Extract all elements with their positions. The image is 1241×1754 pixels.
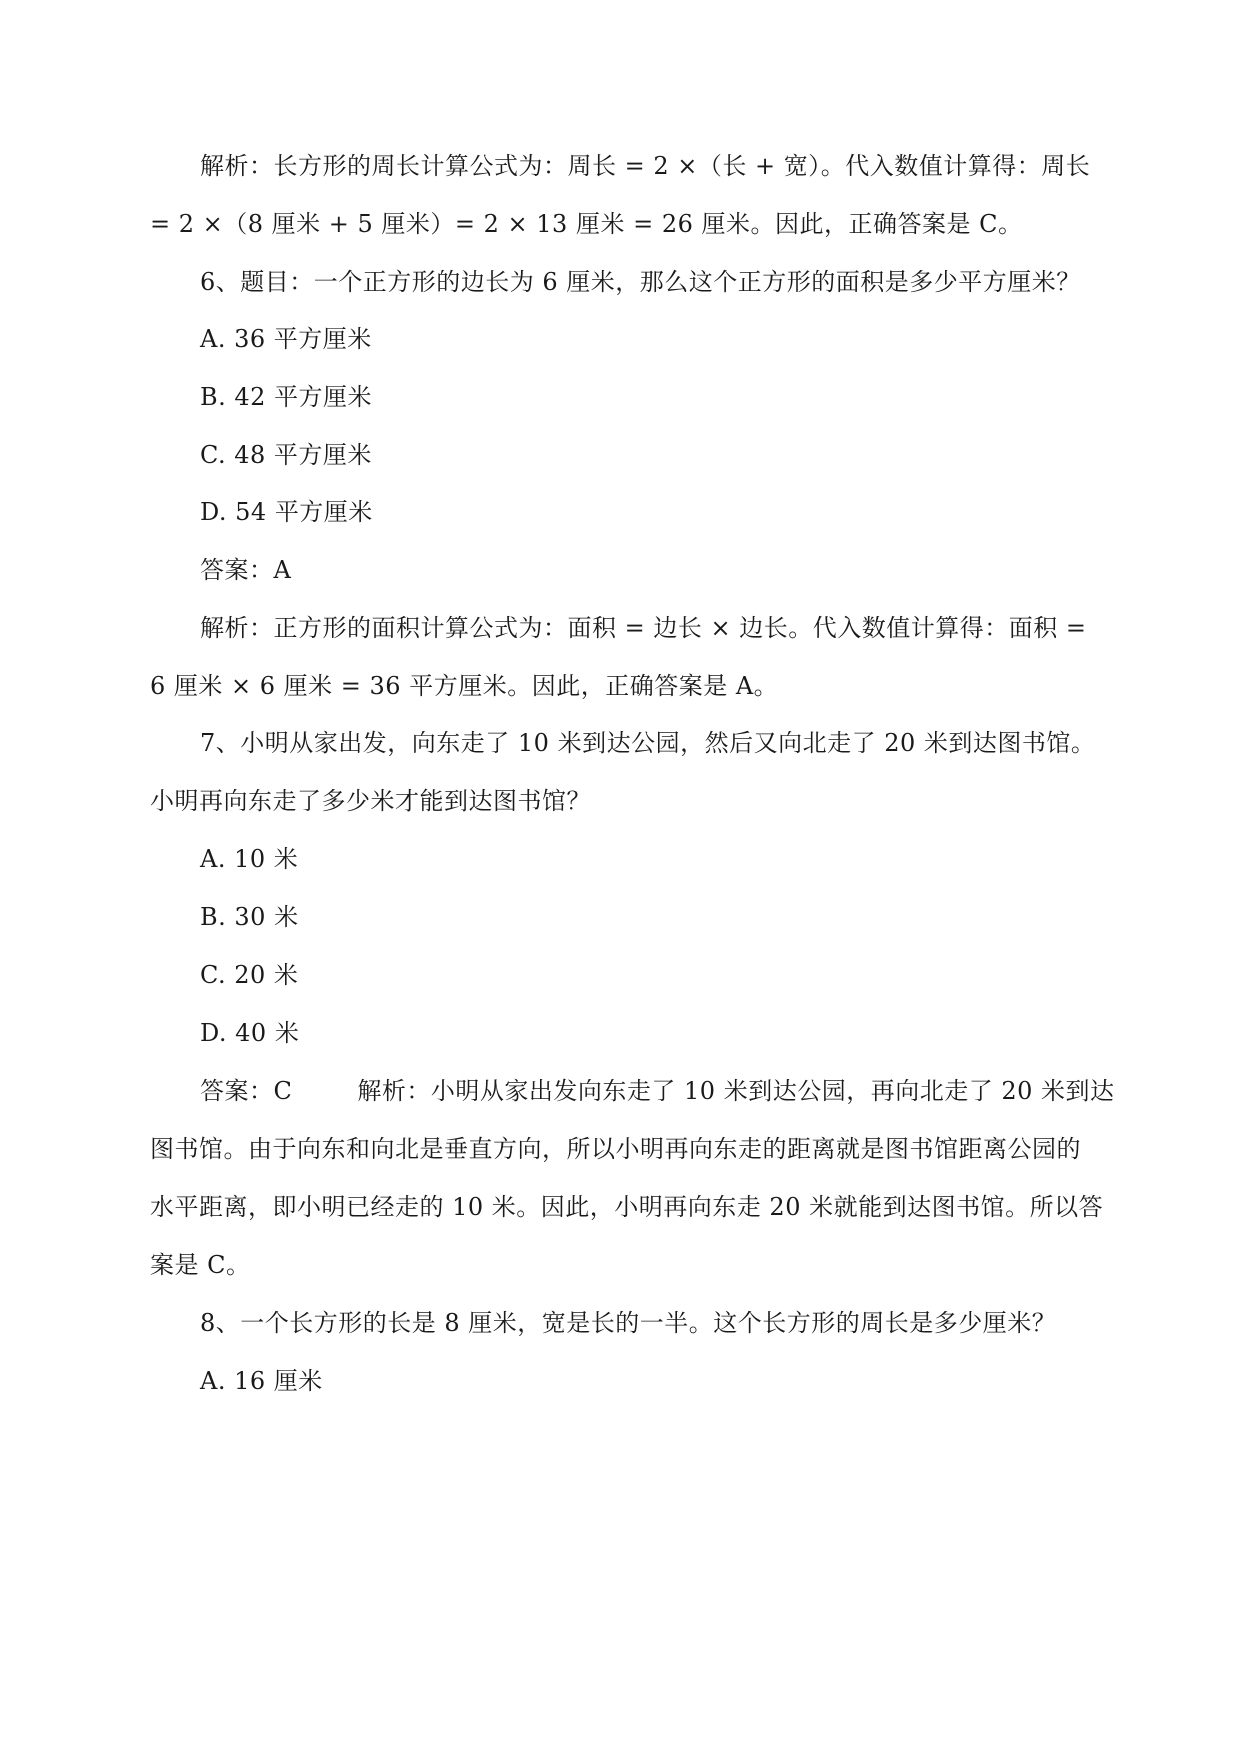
explanation-7-line-3: 水平距离，即小明已经走的 10 米。因此，小明再向东走 20 米就能到达图书馆。所以答: [150, 1193, 1104, 1221]
question-6: 6、题目：一个正方形的边长为 6 厘米，那么这个正方形的面积是多少平方厘米？: [200, 268, 1081, 296]
option-6c: C. 48 平方厘米: [200, 441, 372, 469]
option-6b: B. 42 平方厘米: [200, 383, 373, 411]
explanation-6-line-1: 解析：正方形的面积计算公式为：面积 = 边长 × 边长。代入数值计算得：面积 =: [200, 614, 1087, 642]
explanation-5-line-2: = 2 ×（8 厘米 + 5 厘米）= 2 × 13 厘米 = 26 厘米。因此，正确答案是 C。: [150, 210, 1023, 238]
option-7b: B. 30 米: [200, 903, 299, 931]
option-7a: A. 10 米: [200, 845, 299, 873]
option-6d: D. 54 平方厘米: [200, 498, 373, 526]
option-7c: C. 20 米: [200, 961, 299, 989]
explanation-5-line-1: 解析：长方形的周长计算公式为：周长 = 2 ×（长 + 宽）。代入数值计算得：周长: [200, 152, 1091, 180]
explanation-7-line-2: 图书馆。由于向东和向北是垂直方向，所以小明再向东走的距离就是图书馆距离公园的: [150, 1135, 1081, 1163]
option-8a: A. 16 厘米: [200, 1367, 323, 1395]
question-7-line-1: 7、小明从家出发，向东走了 10 米到达公园，然后又向北走了 20 米到达图书馆。: [200, 729, 1096, 757]
question-7-line-2: 小明再向东走了多少米才能到达图书馆？: [150, 787, 591, 815]
option-6a: A. 36 平方厘米: [200, 325, 372, 353]
answer-explanation-7-line-1: 答案：C 解析：小明从家出发向东走了 10 米到达公园，再向北走了 20 米到达: [200, 1077, 1115, 1105]
explanation-7-line-4: 案是 C。: [150, 1251, 251, 1279]
option-7d: D. 40 米: [200, 1019, 300, 1047]
question-8: 8、一个长方形的长是 8 厘米，宽是长的一半。这个长方形的周长是多少厘米？: [200, 1309, 1057, 1337]
explanation-6-line-2: 6 厘米 × 6 厘米 = 36 平方厘米。因此，正确答案是 A。: [150, 672, 779, 700]
answer-6: 答案：A: [200, 556, 292, 584]
